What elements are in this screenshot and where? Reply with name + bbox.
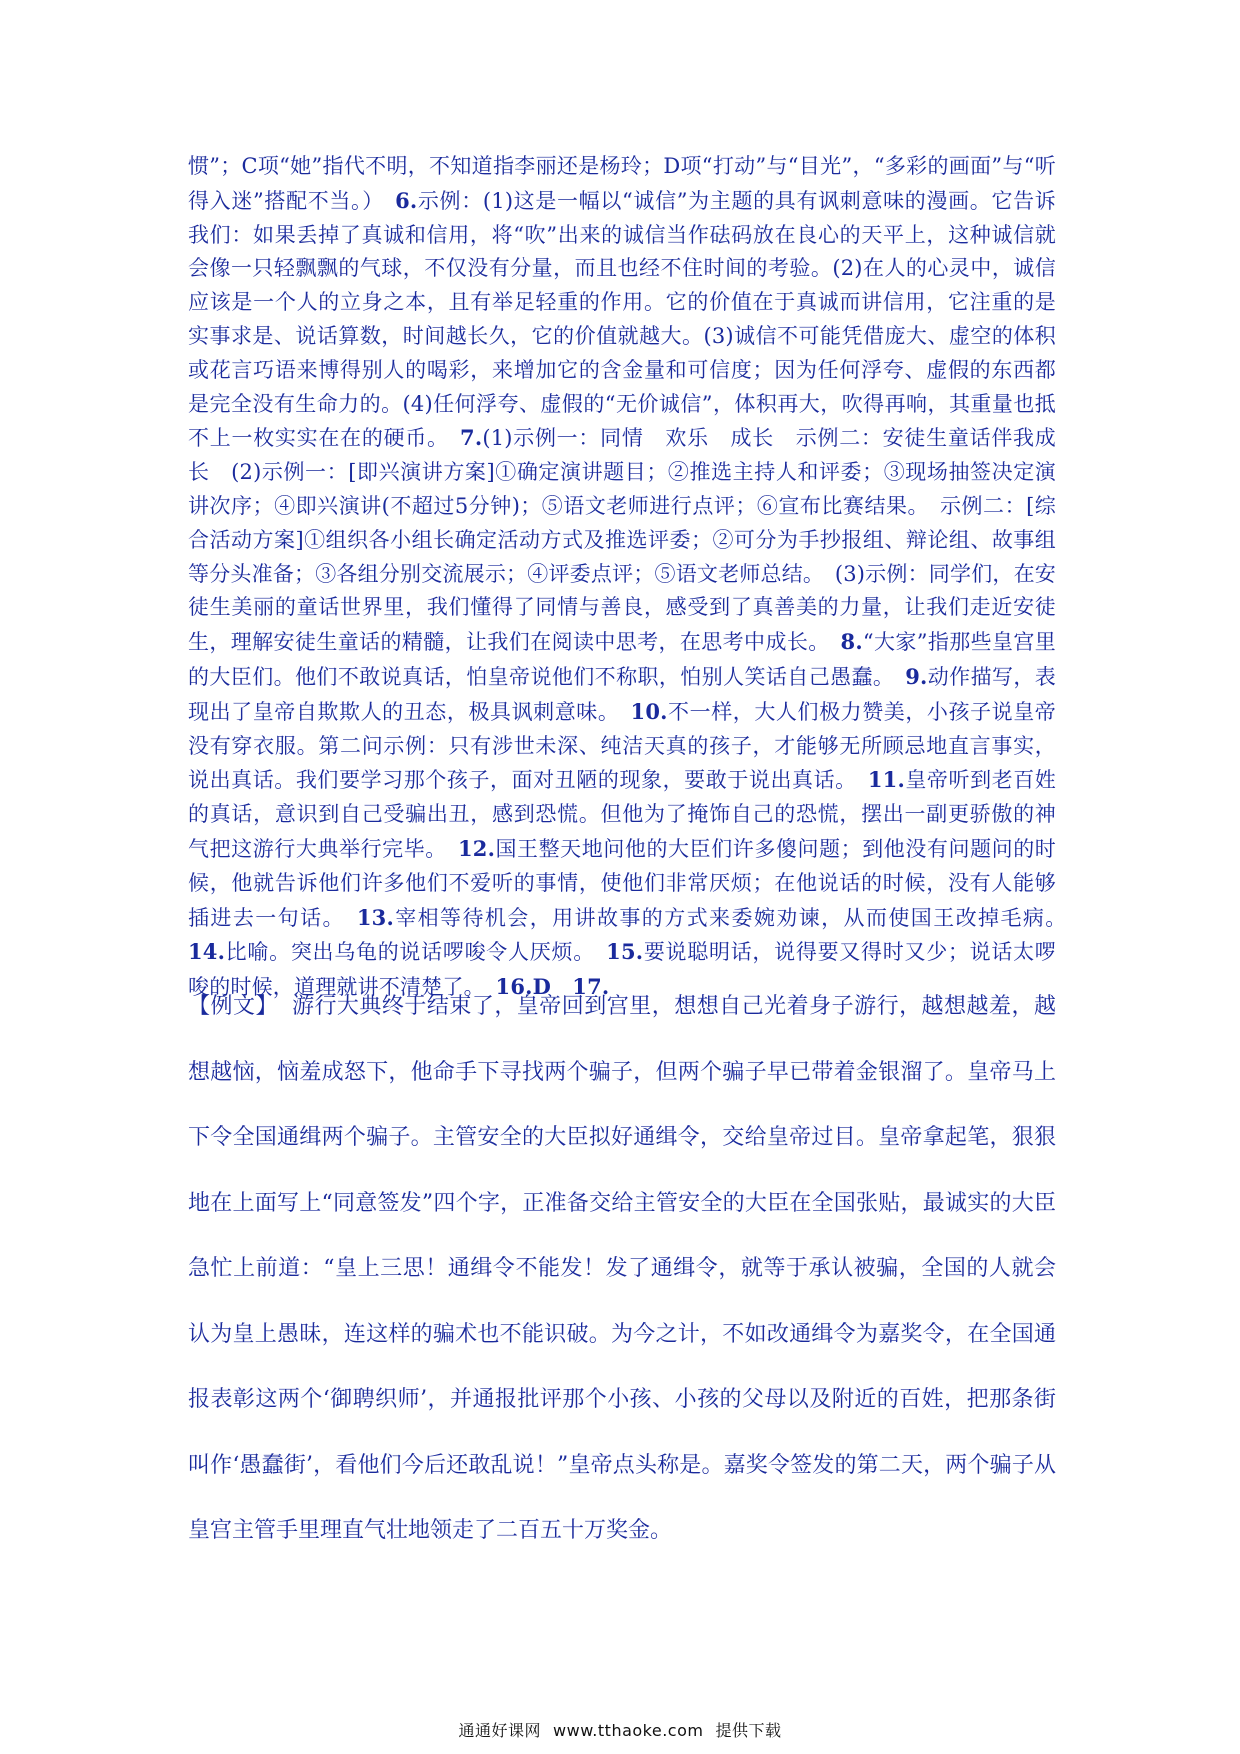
answer-10-number: 10. [630,698,668,724]
answer-11-text: 皇帝听到老百姓的真话，意识到自己受骗出丑，感到恐慌。但他为了掩饰自己的恐慌，摆出一副更骄傲的神气把这游行大典举行完毕。 [188,768,1056,861]
footer-url: www.tthaoke.com [553,1721,704,1740]
answer-15-text: 要说聪明话，说得要又得时又少；说话太啰唆的时候，道理就讲不清楚了。 [188,940,1056,1000]
answer-11-number: 11. [867,767,905,793]
example-label: 【例文】 [188,994,278,1019]
answer-12-number: 12. [457,835,496,861]
answer-6-text: 示例：(1)这是一幅以“诚信”为主题的具有讽刺意味的漫画。它告诉我们：如果丢掉了真诚和信用，将“吹”出来的诚信当作砝码放在良心的天平上，这种诚信就会像一只轻飘飘的气球，不仅没有分量，而且也经不住时间的考验。(2)在人的心灵中，诚信应该是一个人的立身之本，且有举足轻重的作用。它的价值在于真诚而讲信用，它注重的是实事求是、说话算数，时间越长久，它的价值就越大。(3)诚信不可能凭借庞大、虚空的体积或花言巧语来博得别人的喝彩，来增加它的含金量和可信度；因为任何浮夸、虚假的东西都是完全没有生命力的。(4)任何浮夸、虚假的“无价诚信”，体积再大，吹得再响，其重量也抵不上一枚实实在在的硬币。 [188,188,1056,451]
answer-9-text: 动作描写，表现出了皇帝自欺欺人的丑态，极具讽刺意味。 [188,664,1056,724]
footer-site-name: 通通好课网 [458,1721,542,1740]
answer-7-text: (1)示例一：同情 欢乐 成长 示例二：安徒生童话伴我成长 (2)示例一：[即兴演讲方案]①确定演讲题目；②推选主持人和评委；③现场抽签决定演讲次序；④即兴演讲(不超过5分钟)；⑤语文老师进行点评；⑥宣布比赛结果。 示例二：[综合活动方案]①组织各小组长确定活动方式及推选评委；②可分为手抄报组、辩论组、故事组等分头准备；③各组分别交流展示；④评委点评；⑤语文老师总结。 (3)示例：同学们，在安徒生美丽的童话世界里，我们懂得了同情与善良，感受到了真善美的力量，让我们走近安徒生，理解安徒生童话的精髓，让我们在阅读中思考，在思考中成长。 [188,426,1056,655]
answer-6-number: 6. [395,187,418,213]
example-essay-section [188,974,1056,1564]
answer-intro: 惯”；C项“她”指代不明，不知道指李丽还是杨玲；D项“打动”与“目光”，“多彩的画面”与“听得入迷”搭配不当。） [188,154,1056,213]
page-footer [0,1718,1240,1741]
answer-16-text: D [532,974,552,1000]
answer-15-number: 15. [606,939,644,965]
answer-10-text: 不一样，大人们极力赞美，小孩子说皇帝没有穿衣服。第二问示例：只有涉世未深、纯洁天真的孩子，才能够无所顾忌地直言事实，说出真话。我们要学习那个孩子，面对丑陋的现象，要敢于说出真话。 [188,699,1056,793]
answer-13-number: 13. [356,904,394,930]
answer-key-section [188,150,1056,1005]
answer-14-number: 14. [188,939,226,965]
answer-7-number: 7. [460,425,483,451]
example-paragraph [188,974,1056,1564]
example-text: 游行大典终于结束了，皇帝回到宫里，想想自己光着身子游行，越想越羞，越想越恼，恼羞成怒下，他命手下寻找两个骗子，但两个骗子早已带着金银溜了。皇帝马上下令全国通缉两个骗子。主管安全的大臣拟好通缉令，交给皇帝过目。皇帝拿起笔，狠狠地在上面写上“同意签发”四个字，正准备交给主管安全的大臣在全国张贴，最诚实的大臣急忙上前道：“皇上三思！通缉令不能发！发了通缉令，就等于承认被骗，全国的人就会认为皇上愚昧，连这样的骗术也不能识破。为今之计，不如改通缉令为嘉奖令，在全国通报表彰这两个‘御聘织师’，并通报批评那个小孩、小孩的父母以及附近的百姓，把那条街叫作‘愚蠢街’，看他们今后还敢乱说！”皇帝点头称是。嘉奖令签发的第二天，两个骗子从皇宫主管手里理直气壮地领走了二百五十万奖金。 [188,994,1056,1543]
answer-14-text: 比喻。突出乌龟的说话啰唆令人厌烦。 [225,940,585,965]
answer-paragraph [188,150,1056,1005]
answer-13-text: 宰相等待机会，用讲故事的方式来委婉劝谏，从而使国王改掉毛病。 [393,905,1056,930]
footer-suffix: 提供下载 [715,1721,782,1740]
answer-9-number: 9. [905,663,928,689]
answer-8-text: “大家”指那些皇宫里的大臣们。他们不敢说真话，怕皇帝说他们不称职，怕别人笑话自己愚蠢。 [188,630,1056,689]
answer-12-text: 国王整天地问他的大臣们许多傻问题；到他没有问题问的时候，他就告诉他们许多他们不爱听的事情，使他们非常厌烦；在他说话的时候，没有人能够插进去一句话。 [188,836,1056,930]
answer-17-number: 17. [572,974,610,1000]
answer-8-number: 8. [840,629,863,655]
answer-16-number: 16. [495,974,533,1000]
